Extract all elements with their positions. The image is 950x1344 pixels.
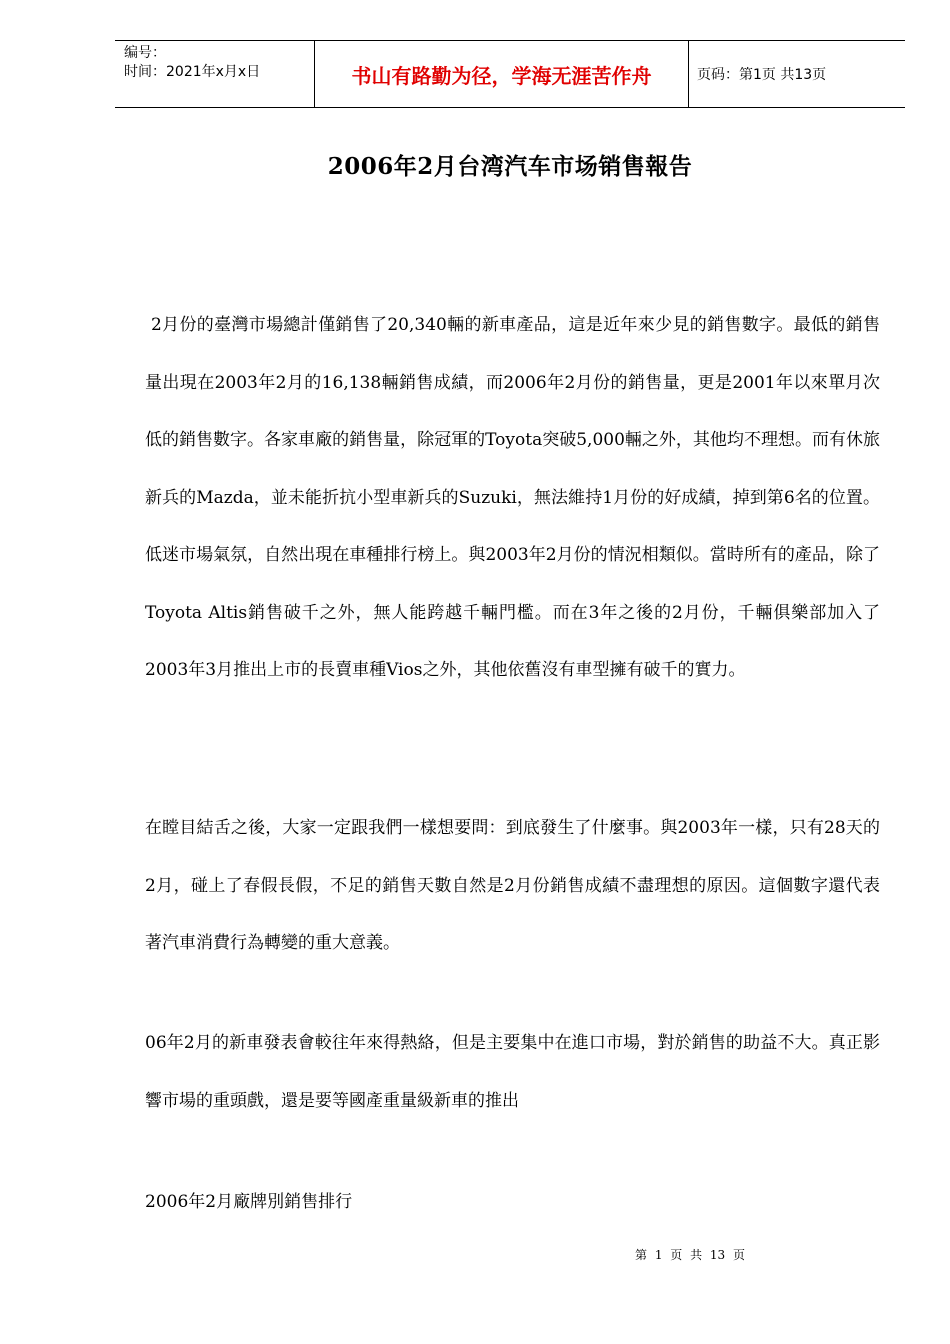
section-heading-brand-ranking: 2006年2月廠牌別銷售排行 (145, 1192, 353, 1212)
header-page-info: 页码：第1页 共13页 (697, 67, 827, 83)
body-paragraph-3: 06年2月的新車發表會較往年來得熱絡，但是主要集中在進口市場，對於銷售的助益不大。真正影響市場的重頭戲，還是要等國產重量級新車的推出 (145, 1033, 880, 1111)
body-paragraph-2: 在瞠目結舌之後，大家一定跟我們一樣想要問：到底發生了什麼事。與2003年一樣，只有28天的2月，碰上了春假長假，不足的銷售天數自然是2月份銷售成績不盡理想的原因。這個數字還代表著汽車消費行為轉變的重大意義。 (145, 818, 880, 953)
header-motto: 书山有路勤为径，学海无涯苦作舟 (315, 41, 689, 107)
document-title: 2006年2月台湾汽车市场销售報告 (327, 153, 693, 180)
page-footer: 第 1 页 共 13 页 (635, 1248, 745, 1262)
serial-number-label: 编号： (124, 45, 166, 61)
body-paragraph-1: 2月份的臺灣市場總計僅銷售了20,340輛的新車產品，這是近年來少見的銷售數字。最低的銷售量出現在2003年2月的16,138輛銷售成績，而2006年2月份的銷售量，更是2001年以來單月次低的銷售數字。各家車廠的銷售量，除冠軍的Toyota突破5,000輛之外，其他均不理想。而有休旅新兵的Mazda，並未能折抗小型車新兵的Suzuki，無法維持1月份的好成績，掉到第6名的位置。低迷市場氣氛，自然出現在車種排行榜上。與2003年2月份的情況相類似。當時所有的產品，除了Toyota Altis銷售破千之外，無人能跨越千輛門檻。而在3年之後的2月份，千輛俱樂部加入了2003年3月推出上市的長賣車種Vios之外，其他依舊沒有車型擁有破千的實力。 (145, 315, 880, 680)
date-label: 时间：2021年x月x日 (124, 64, 261, 80)
header-meta (115, 41, 315, 107)
page-header (115, 40, 905, 108)
